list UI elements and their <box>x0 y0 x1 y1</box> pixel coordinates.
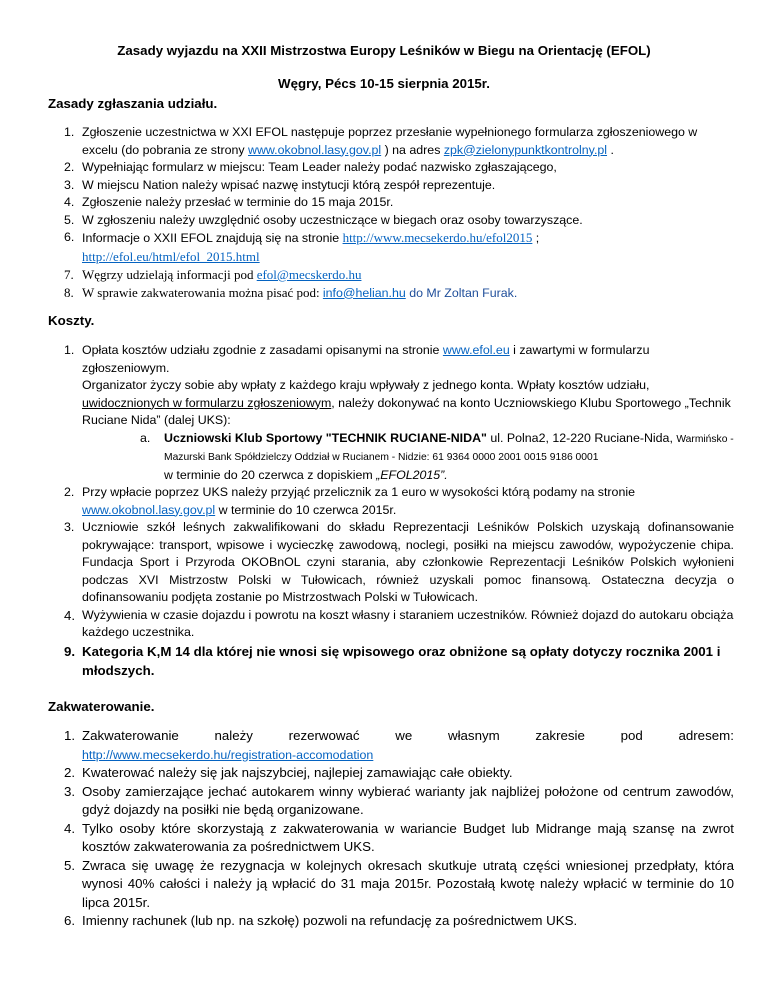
list-item: 1. Zakwaterowanie należy rezerwować we własnym zakresie pod adresem: http://www.mecsekerdo.hu/registration-accomodation <box>64 728 734 762</box>
list-item: 2. Wypełniając formularz w miejscu: Team Leader należy podać nazwisko zgłaszającego, <box>64 160 557 174</box>
document-subtitle: Węgry, Pécs 10-15 sierpnia 2015r. <box>278 76 490 91</box>
helian-email-link[interactable]: info@helian.hu <box>322 285 406 300</box>
costs-list <box>48 342 734 680</box>
efol-eu-link[interactable]: http://efol.eu/html/efol_2015.html <box>82 248 260 264</box>
list-item: 4. Wyżywienia w czasie dojazdu i powrotu na koszt własny i staraniem uczestników. Również dojazd do autokaru obciąża każdego uczestnika. <box>64 607 734 639</box>
list-item: 1. Opłata kosztów udziału zgodnie z zasadami opisanymi na stronie www.efol.eu i zawartymi w formularzu zgłoszeniowym. Organizator życzy sobie aby wpłaty z każdego kraju wpływały z jednego konta. Wpłaty kosztów udziału, uwidocznionych w formularzu zgłoszeniowym, należy dokonywać na konto Uczniowskiego Klubu Sportowego „Technik Ruciane Nida” (dalej UKS): a. Uczniowski Klub Sportowy "TECHNIK RUCIANE-NIDA" ul. Polna2, 12-220 Ruciane-Nida, Warmińsko - Mazurski Bank Spółdzielczy Oddział w Rucianem - Nidzie: 61 9364 0000 2001 0015 9186 0001 w terminie do 20 czerwca z dopiskiem „EFOL2015”. <box>48 342 734 484</box>
list-item: 7. Węgrzy udzielają informacji pod efol@mecskerdo.hu <box>64 267 362 282</box>
list-item: 4. Tylko osoby które skorzystają z zakwaterowania w wariancie Budget lub Midrange mają szansę na zwrot kosztów zakwaterowania za pośrednictwem UKS. <box>64 820 734 854</box>
okobnol-site-link[interactable]: www.okobnol.lasy.gov.pl <box>82 502 216 517</box>
zpk-email-link[interactable]: zpk@zielonypunktkontrolny.pl <box>443 142 608 157</box>
list-item: 1. Zgłoszenie uczestnictwa w XXI EFOL następuje poprzez przesłanie wypełnionego formularza zgłoszeniowego w excelu (do pobrania ze strony www.okobnol.lasy.gov.pl ) na adres zpk@zielonypunktkontrolny.pl . <box>64 125 698 157</box>
okobnol-link[interactable]: www.okobnol.lasy.gov.pl <box>248 142 382 157</box>
list-item: 8. W sprawie zakwaterowania można pisać pod: info@helian.hu do Mr Zoltan Furak. <box>64 284 518 300</box>
bank-account-item: a. Uczniowski Klub Sportowy "TECHNIK RUCIANE-NIDA" ul. Polna2, 12-220 Ruciane-Nida, Warmińsko - Mazurski Bank Spółdzielczy Oddział w Rucianem - Nidzie: 61 9364 0000 2001 0015 9186 0001 w terminie do 20 czerwca z dopiskiem „EFOL2015”. <box>140 430 734 482</box>
accommodation-line: Zakwaterowanie należy rezerwować we własnym zakresie pod adresem: <box>82 728 734 743</box>
list-item: 5. Zwraca się uwagę że rezygnacja w kolejnych okresach skutkuje utratą części wniesionej przedpłaty, która wynosi 40% całości i należy ją wpłacić do 31 maja 2015r. Pozostałą kwotę należy wpłacić w terminie do 10 lipca 2015r. <box>64 857 734 910</box>
list-item: 2. Kwaterować należy się jak najszybciej, najlepiej zamawiając całe obiekty. <box>64 765 513 780</box>
document-title: Zasady wyjazdu na XXII Mistrzostwa Europy Leśników w Biegu na Orientację (EFOL) <box>117 43 651 58</box>
registration-accomodation-link[interactable]: http://www.mecsekerdo.hu/registration-accomodation <box>82 747 374 762</box>
list-item: 3. Osoby zamierzające jechać autokarem winny wybierać warianty jak najbliżej położone od centrum zawodów, gdyż dojazdy na posiłki nie będą organizowane. <box>64 783 734 817</box>
list-item: 2. Przy wpłacie poprzez UKS należy przyjąć przelicznik za 1 euro w wysokości którą podamy na stronie www.okobnol.lasy.gov.pl w terminie do 10 czerwca 2015r. <box>64 485 635 517</box>
efol-email-link[interactable]: efol@mecskerdo.hu <box>256 267 362 282</box>
efol-eu-site-link[interactable]: www.efol.eu <box>442 343 510 357</box>
section-heading-registration: Zasady zgłaszania udziału. <box>48 96 218 111</box>
registration-list <box>48 124 728 302</box>
list-item: 3. Uczniowie szkół leśnych zakwalifikowani do składu Reprezentacji Leśników Polskich uzyskają dofinansowanie pokrywające: transport, wpisowe i wycieczkę zawodową, noclegi, posiłki na miejscu zawodów, wypożyczenie chipa. Fundacja Sport i Przyroda OKOBnOL czyni starania, aby członkowie Reprezentacji Leśników Polskich wyłonieni podczas XVI Mistrzostw Polski w Tułowicach, również uzyskali pomoc finansową. Ostateczna decyzja o dofinansowaniu podjęta zostanie po Mistrzostwach Polski w Tułowicach. <box>64 520 734 604</box>
list-item: 6. Imienny rachunek (lub np. na szkołę) pozwoli na refundację za pośrednictwem UKS. <box>64 913 578 928</box>
section-heading-accommodation: Zakwaterowanie. <box>48 699 155 714</box>
list-item: 3. W miejscu Nation należy wpisać nazwę instytucji którą zespół reprezentuje. <box>64 177 496 192</box>
list-item: 6. Informacje o XXII EFOL znajdują się na stronie http://www.mecsekerdo.hu/efol2015 ; http://efol.eu/html/efol_2015.html <box>64 230 540 264</box>
list-item: 4. Zgłoszenie należy przesłać w terminie do 15 maja 2015r. <box>64 195 394 209</box>
list-item: 5. W zgłoszeniu należy uwzględnić osoby uczestniczące w biegach oraz osoby towarzyszące. <box>64 212 583 227</box>
list-item: 9. Kategoria K,M 14 dla której nie wnosi się wpisowego oraz obniżone są opłaty dotyczy rocznika 2001 i młodszych. <box>64 643 721 678</box>
mecsekerdo-efol-link[interactable]: http://www.mecsekerdo.hu/efol2015 <box>342 230 533 245</box>
accommodation-list <box>48 727 734 931</box>
section-heading-costs: Koszty. <box>48 313 95 328</box>
